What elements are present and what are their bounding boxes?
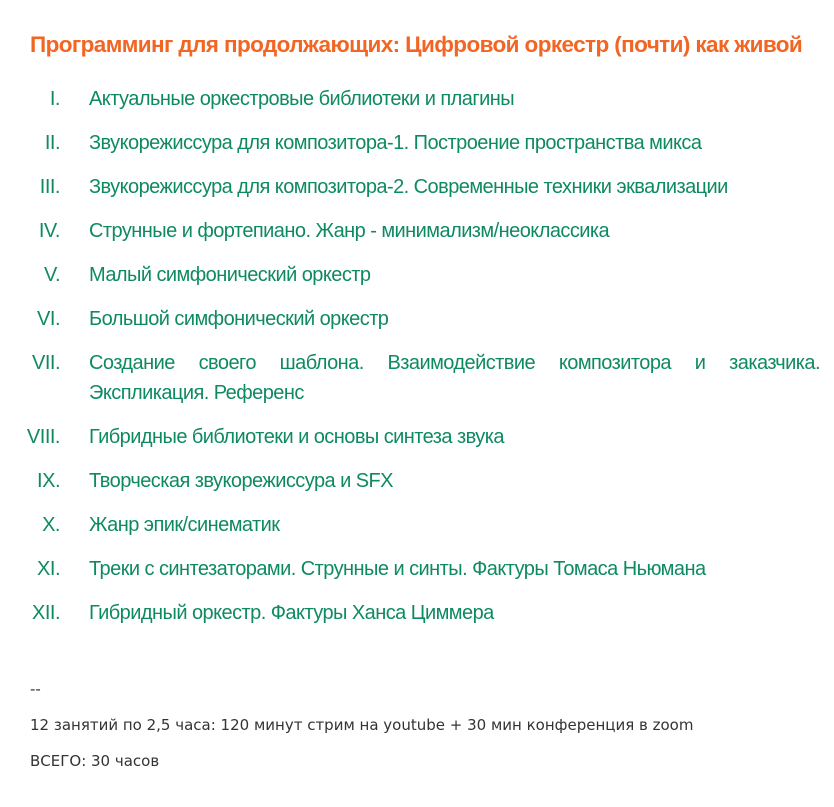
list-item bbox=[0, 554, 834, 584]
item-numeral: I. bbox=[49, 88, 60, 110]
item-text: Актуальные оркестровые библиотеки и плагины bbox=[89, 88, 515, 110]
footer-separator: -- bbox=[30, 680, 41, 698]
item-numeral: XI. bbox=[37, 558, 60, 580]
list-item bbox=[0, 422, 834, 452]
course-list bbox=[0, 84, 834, 642]
list-item bbox=[0, 128, 834, 158]
item-text: Гибридные библиотеки и основы синтеза звука bbox=[89, 426, 504, 448]
page-title: Программинг для продолжающих: Цифровой оркестр (почти) как живой bbox=[30, 32, 803, 57]
footer bbox=[30, 680, 693, 788]
item-text: Звукорежиссура для композитора-1. Построение пространства микса bbox=[89, 132, 702, 154]
item-text: Гибридный оркестр. Фактуры Ханса Циммера bbox=[89, 602, 494, 624]
item-text: Звукорежиссура для композитора-2. Современные техники эквализации bbox=[89, 176, 728, 198]
item-numeral: XII. bbox=[31, 602, 60, 624]
list-item bbox=[0, 172, 834, 202]
list-item bbox=[0, 304, 834, 334]
item-numeral: VIII. bbox=[26, 426, 60, 448]
schedule-text: 12 занятий по 2,5 часа: 120 минут стрим на youtube + 30 мин конференция в zoom bbox=[30, 716, 694, 734]
list-item bbox=[0, 216, 834, 246]
item-text: Малый симфонический оркестр bbox=[89, 264, 371, 286]
item-text: Большой симфонический оркестр bbox=[89, 308, 389, 330]
item-text: Создание своего шаблона. Взаимодействие композитора и заказчика. Экспликация. Референс bbox=[89, 352, 820, 404]
item-text: Творческая звукорежиссура и SFX bbox=[89, 470, 393, 492]
item-numeral: VII. bbox=[31, 352, 60, 374]
list-item bbox=[0, 348, 834, 408]
item-numeral: IV. bbox=[38, 220, 60, 242]
total-hours: ВСЕГО: 30 часов bbox=[30, 752, 160, 770]
item-text: Треки с синтезаторами. Струнные и синты. Фактуры Томаса Ньюмана bbox=[89, 558, 706, 580]
item-numeral: IX. bbox=[37, 470, 60, 492]
list-item bbox=[0, 84, 834, 114]
item-numeral: II. bbox=[44, 132, 60, 154]
item-numeral: III. bbox=[39, 176, 60, 198]
list-item bbox=[0, 466, 834, 496]
item-text: Струнные и фортепиано. Жанр - минимализм/неоклассика bbox=[89, 220, 610, 242]
item-numeral: VI. bbox=[37, 308, 60, 330]
item-numeral: X. bbox=[42, 514, 60, 536]
list-item bbox=[0, 260, 834, 290]
item-text: Жанр эпик/синематик bbox=[89, 514, 280, 536]
item-numeral: V. bbox=[43, 264, 60, 286]
list-item bbox=[0, 598, 834, 628]
list-item bbox=[0, 510, 834, 540]
